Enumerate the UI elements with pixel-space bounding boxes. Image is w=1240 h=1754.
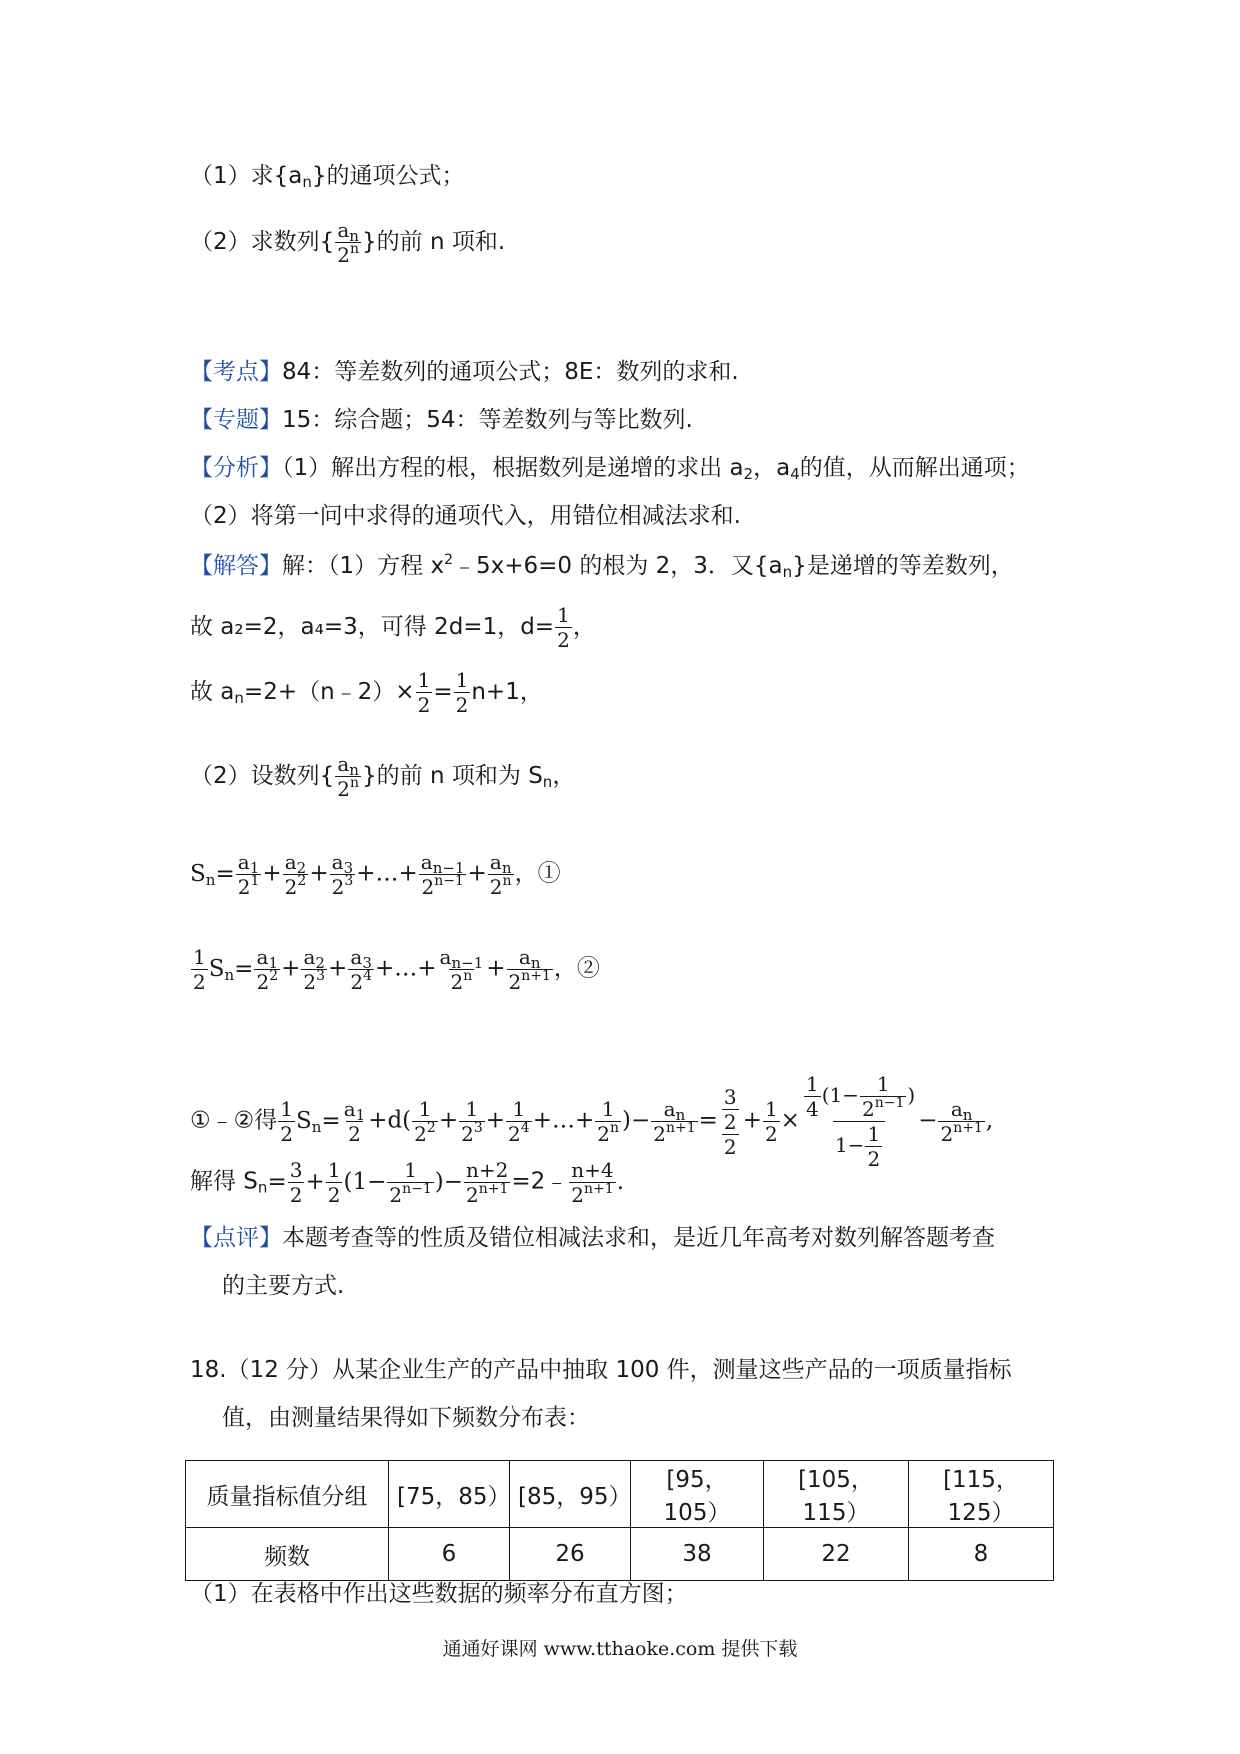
fraction: $\frac{1}{2}$ [764,1097,778,1146]
zhuanti-line [190,404,693,436]
jieda-line4 [190,752,575,801]
page-footer: 通通好课网 www.tthaoke.com 提供下载 [442,1638,798,1660]
fenxi-line2: （2）将第一问中求得的通项代入，用错位相减法求和. [190,503,741,529]
equation-marker: ，② [553,955,600,982]
q17-part2-tail: }的前 n 项和. [362,229,506,255]
kaodian-tag: 【考点】 [190,359,282,385]
fenxi-sub: 4 [790,465,800,483]
jieda-sub: n [234,689,244,707]
dianping-line2: 的主要方式. [222,1273,345,1299]
fraction: $\frac{a_n}{2^{n+1}}$ [508,945,551,994]
fenxi-text: （1）解出方程的根，根据数列是递增的求出 a [282,455,744,481]
q18-line2: 值，由测量结果得如下频数分布表： [222,1405,590,1431]
table-header-cell: 质量指标值分组 [186,1461,389,1528]
fenxi-text: 的值，从而解出通项； [799,455,1030,481]
fraction: $\frac{a_{n-1}}{2^n}$ [439,945,484,994]
table-cell: 6 [389,1528,510,1581]
fraction: $\frac{1}{2^3}$ [461,1097,483,1146]
q17-part1-sub: n [302,173,312,191]
fraction: $\frac{1}{2}$ [193,945,206,994]
table-cell: [95，105） [631,1461,764,1528]
jieda-text: n+1， [471,679,543,705]
table-cell: 26 [510,1528,631,1581]
jieda-text: （2）设数列{ [190,763,335,789]
fenxi-line [190,452,1030,484]
fraction: $\frac{1}{2}$ [280,1097,293,1146]
fraction: $\frac{a_n}{2^{n+1}}$ [653,1097,696,1146]
zhuanti-tag: 【专题】 [190,407,282,433]
jieda-text: = [433,679,453,705]
q18-sub1: （1）在表格中作出这些数据的频率分布直方图； [190,1581,688,1607]
q17-part1 [190,160,465,192]
jieda-tag: 【解答】 [190,553,282,579]
kaodian-text: 84：等差数列的通项公式；8E：数列的求和. [282,359,739,385]
fraction: $\frac{1}{2^{n-1}}$ [389,1158,432,1207]
fraction: $\frac{n+2}{2^{n+1}}$ [466,1158,509,1207]
frac-num: a [337,218,350,242]
fraction: $\frac{a_n}{2^{n+1}}$ [940,1097,983,1146]
q17-part1-text: （1）求{a [190,163,303,189]
fraction: $\frac{1}{2}$ [327,1158,341,1207]
jieda-text: =2+（n﹣2）× [243,679,415,705]
jieda-sub: n [542,773,553,791]
frac-den: 2 [337,243,351,267]
jieda-text: 故 a [190,679,235,705]
equation-3: ①﹣②得 $\frac{1}{2}$ $S_n=$ $\frac{a_1}{2}$ +d( $\frac{1}{2^2}$ + $\frac{1}{2^3}$ + $\frac{1}{2^4}$ +…+ $\frac{1}{2^n}$ )− $\frac{a_n}{2^{n+1}}$ = $\frac{\frac{3}{2}}{2}$ + $\frac{1}{2}$ × $\frac{1}{4}$ (1− $\frac{1}{2^{n-1}}$ ) 1− $\frac{1}{2}$ − $\frac{a_n}{2^{n+1}}$ , [190,1072,994,1171]
fraction: $\frac{3}{2}$ [289,1158,303,1207]
fraction: $\frac{a_n}{2^n}$ [337,752,360,801]
fraction: $\frac{a_1}{2^2}$ [256,945,279,994]
fraction: $\frac{a_3}{2^3}$ [331,850,354,899]
dianping-line1 [190,1222,995,1254]
jieda-text: 解：（1）方程 x [282,553,445,579]
dianping-tag: 【点评】 [190,1225,282,1251]
fraction: $\frac{a_1}{2^1}$ [237,850,260,899]
table-cell: [75，85） [389,1461,510,1528]
jieda-text: ﹣5x+6=0 的根为 2，3．又{a [452,553,783,579]
frequency-table [185,1460,1054,1581]
zhuanti-text: 15：综合题；54：等差数列与等比数列. [282,407,693,433]
equation-2: $\frac{1}{2}$ $S_n=$ $\frac{a_1}{2^2}$ + $\frac{a_2}{2^3}$ + $\frac{a_3}{2^4}$ +…+ $\frac{a_{n-1}}{2^n}$ + $\frac{a_n}{2^{n+1}}$ ，② [193,945,600,994]
fraction: $\frac{a_2}{2^2}$ [284,850,307,899]
table-cell: [105，115） [764,1461,909,1528]
table-cell: 8 [909,1528,1054,1581]
table-row [186,1461,1054,1528]
fenxi-sub: 2 [743,465,754,483]
fraction: $\frac{a_{n-1}}{2^{n-1}}$ [420,850,465,899]
fraction: $\frac{1}{4}$ (1− $\frac{1}{2^{n-1}}$ ) 1− $\frac{1}{2}$ [805,1072,916,1171]
kaodian-line [190,356,739,388]
q17-part2 [190,218,505,267]
fraction: $\frac{a_n}{2^n}$ [489,850,512,899]
fraction: $\frac{a_3}{2^4}$ [350,945,372,994]
frac-num-sub: n [349,227,359,245]
final-text: =2﹣ [511,1168,569,1195]
fraction: $\frac{a_2}{2^3}$ [303,945,326,994]
fraction: $\frac{\frac{3}{2}}{2}$ [723,1084,737,1159]
table-cell: 22 [764,1528,909,1581]
fraction: $\frac{1}{2}$ [455,668,469,717]
final-result: 解得 $S_n=$ $\frac{3}{2}$ + $\frac{1}{2}$ (1− $\frac{1}{2^{n-1}}$ )− $\frac{n+2}{2^{n+1}}$ =2﹣ $\frac{n+4}{2^{n+1}}$ . [190,1158,624,1207]
fraction: $\frac{n+4}{2^{n+1}}$ [571,1158,614,1207]
fraction: $\frac{1}{2^4}$ [508,1097,530,1146]
q18-line1: 18.（12 分）从某企业生产的产品中抽取 100 件，测量这些产品的一项质量指标 [190,1357,1012,1383]
fenxi-text: ，a [753,455,791,481]
jieda-text: 故 a₂=2，a₄=3，可得 2d=1，d= [190,614,555,640]
jieda-sup: 2 [444,552,453,568]
equation-marker: ，① [514,860,561,887]
final-sub: n [257,1178,268,1197]
table-cell: [115，125） [909,1461,1054,1528]
fraction [335,218,361,267]
fraction: $\frac{1}{2}$ [417,668,431,717]
jieda-line2: 故 a₂=2，a₄=3，可得 2d=1，d= $\frac{1}{2}$ ， [190,603,596,652]
jieda-text: }的前 n 项和为 S [362,763,543,789]
fraction: $\frac{1}{2^2}$ [414,1097,436,1146]
table-cell: 38 [631,1528,764,1581]
jieda-sub: n [782,563,793,581]
jieda-text: ， [552,763,576,789]
fraction: $\frac{1}{2^n}$ [597,1097,619,1146]
table-header-cell: 频数 [186,1528,389,1581]
frac-den-sup: n [350,241,360,257]
q17-part2-head: （2）求数列{ [190,229,335,255]
table-cell: [85，95） [510,1461,631,1528]
q17-part1-tail: }的通项公式； [311,163,465,189]
final-text: 解得 S [190,1168,258,1195]
jieda-text: }是递增的等差数列， [792,553,1014,579]
fenxi-tag: 【分析】 [190,455,282,481]
table-row [186,1528,1054,1581]
jieda-line3 [190,668,543,717]
fraction: $\frac{1}{2}$ [557,603,570,652]
jieda-line1 [190,550,1014,582]
equation-1: $S_n=$ $\frac{a_1}{2^1}$ + $\frac{a_2}{2^2}$ + $\frac{a_3}{2^3}$ +…+ $\frac{a_{n-1}}{2^{n-1}}$ + $\frac{a_n}{2^n}$ ，① [190,850,561,899]
fraction: $\frac{a_1}{2}$ [343,1097,366,1146]
equation-head: ①﹣②得 [190,1107,278,1134]
dianping-text: 本题考查等的性质及错位相减法求和，是近几年高考对数列解答题考查 [282,1225,995,1251]
